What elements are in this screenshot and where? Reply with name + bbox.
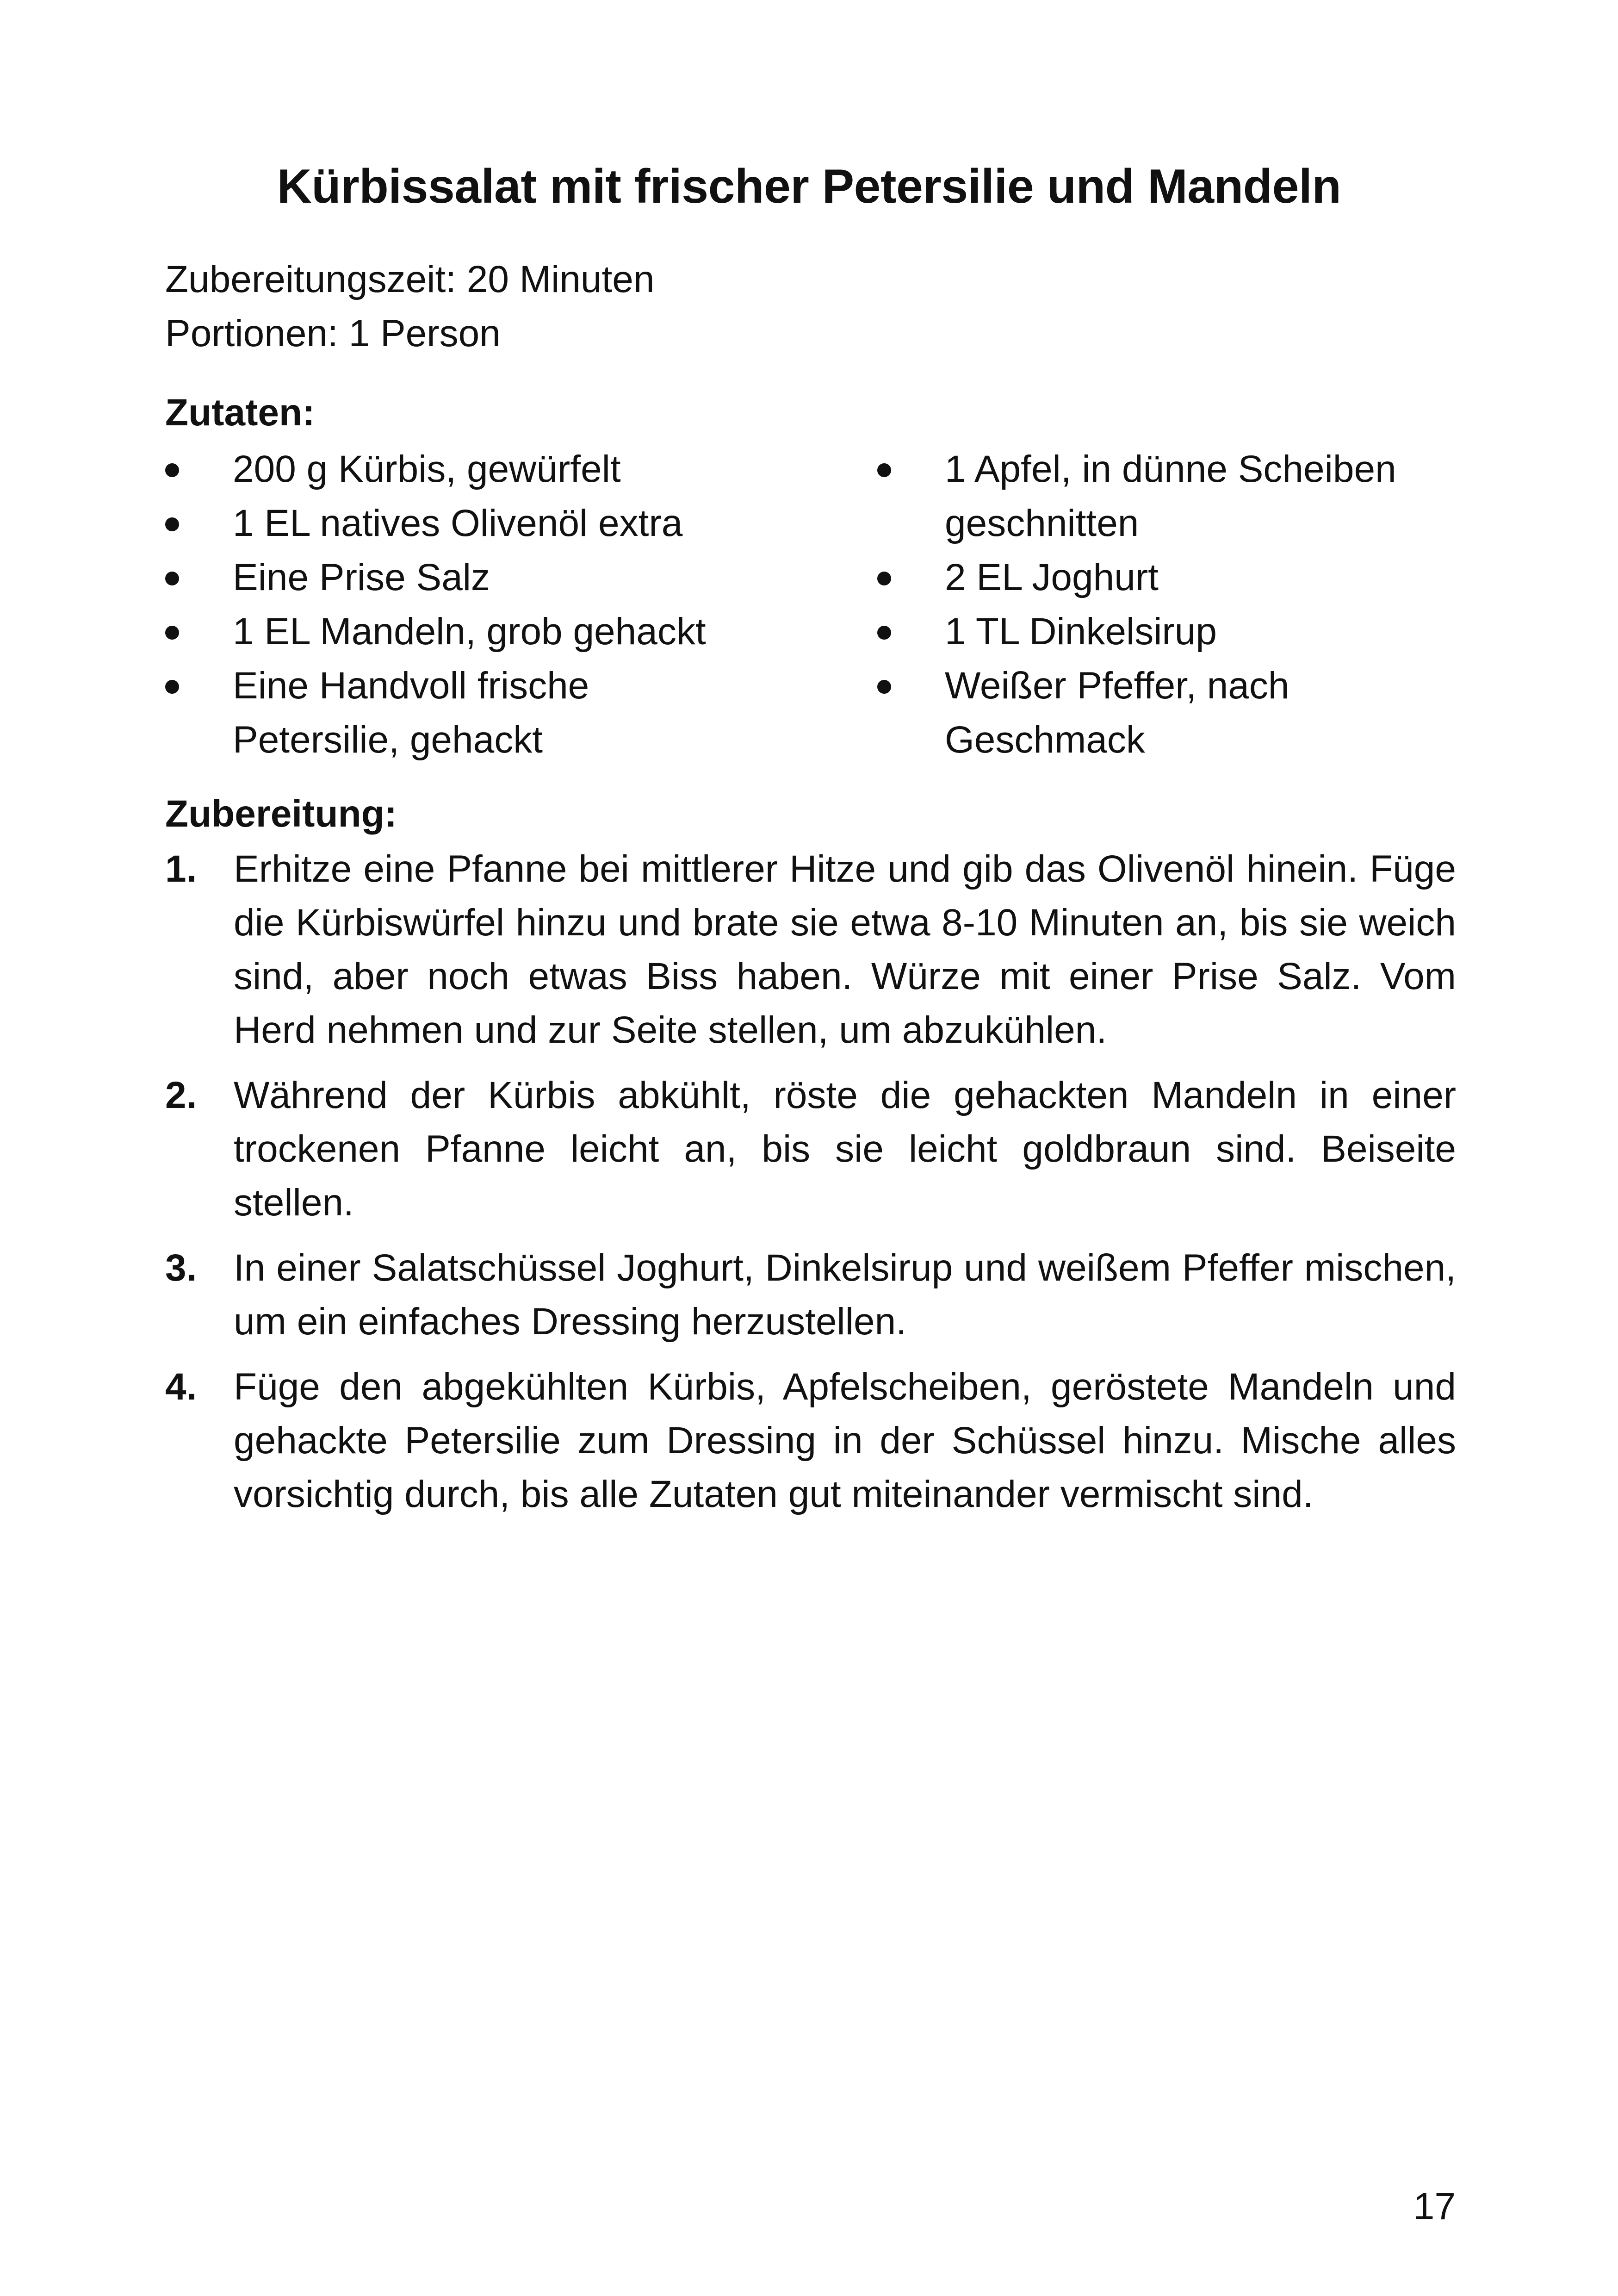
bullet-icon (877, 680, 891, 694)
step-number: 4. (165, 1366, 197, 1408)
list-item (165, 496, 748, 550)
step-item (165, 842, 1456, 1057)
page-number: 17 (1413, 2185, 1456, 2228)
list-item (165, 442, 748, 496)
list-item (165, 604, 748, 659)
list-item (877, 550, 1460, 604)
ingredient-text: Eine Handvoll frische Petersilie, gehackt (233, 665, 589, 761)
prep-time: Zubereitungszeit: 20 Minuten (165, 258, 655, 300)
list-item (165, 659, 748, 767)
list-item (877, 659, 1460, 767)
ingredient-text: 1 TL Dinkelsirup (945, 610, 1217, 653)
step-item (165, 1241, 1456, 1349)
ingredient-text: 1 Apfel, in dünne Scheiben geschnitten (945, 448, 1396, 544)
ingredient-text: Eine Prise Salz (233, 556, 490, 598)
ingredients-heading: Zutaten: (165, 392, 315, 434)
ingredients-list-left (165, 442, 748, 767)
bullet-icon (165, 517, 179, 531)
ingredient-text: 2 EL Joghurt (945, 556, 1159, 598)
preparation-steps (165, 842, 1456, 1533)
list-item (877, 442, 1460, 550)
ingredient-text: 200 g Kürbis, gewürfelt (233, 448, 621, 490)
step-text: Füge den abgekühlten Kürbis, Apfelscheiben, geröstete Mandeln und gehackte Petersilie zum Dressing in der Schüssel hinzu. Mische alles vorsichtig durch, bis alle Zutaten gut miteinander vermischt sind. (234, 1366, 1456, 1515)
bullet-icon (877, 626, 891, 640)
step-number: 3. (165, 1247, 197, 1289)
step-text: Erhitze eine Pfanne bei mittlerer Hitze und gib das Olivenöl hinein. Füge die Kürbiswürfel hinzu und brate sie etwa 8-10 Minuten an, bis sie weich sind, aber noch etwas Biss haben. Würze mit einer Prise Salz. Vom Herd nehmen und zur Seite stellen, um abzukühlen. (234, 848, 1456, 1051)
bullet-icon (165, 463, 179, 477)
step-number: 2. (165, 1074, 197, 1116)
bullet-icon (165, 572, 179, 585)
bullet-icon (877, 572, 891, 585)
ingredient-text: Weißer Pfeffer, nach Geschmack (945, 665, 1289, 761)
ingredients-list-right (877, 442, 1460, 767)
list-item (165, 550, 748, 604)
bullet-icon (165, 680, 179, 694)
ingredient-text: 1 EL Mandeln, grob gehackt (233, 610, 706, 653)
recipe-meta (165, 252, 655, 361)
step-text: In einer Salatschüssel Joghurt, Dinkelsirup und weißem Pfeffer mischen, um ein einfaches Dressing herzustellen. (234, 1247, 1456, 1343)
step-number: 1. (165, 848, 197, 890)
preparation-heading: Zubereitung: (165, 793, 397, 835)
recipe-title: Kürbissalat mit frischer Petersilie und Mandeln (277, 160, 1341, 213)
step-item (165, 1069, 1456, 1230)
bullet-icon (877, 463, 891, 477)
step-text: Während der Kürbis abkühlt, röste die gehackten Mandeln in einer trockenen Pfanne leicht an, bis sie leicht goldbraun sind. Beiseite stellen. (234, 1074, 1456, 1224)
ingredient-text: 1 EL natives Olivenöl extra (233, 502, 683, 544)
list-item (877, 604, 1460, 659)
step-item (165, 1360, 1456, 1521)
servings: Portionen: 1 Person (165, 312, 501, 355)
bullet-icon (165, 626, 179, 640)
